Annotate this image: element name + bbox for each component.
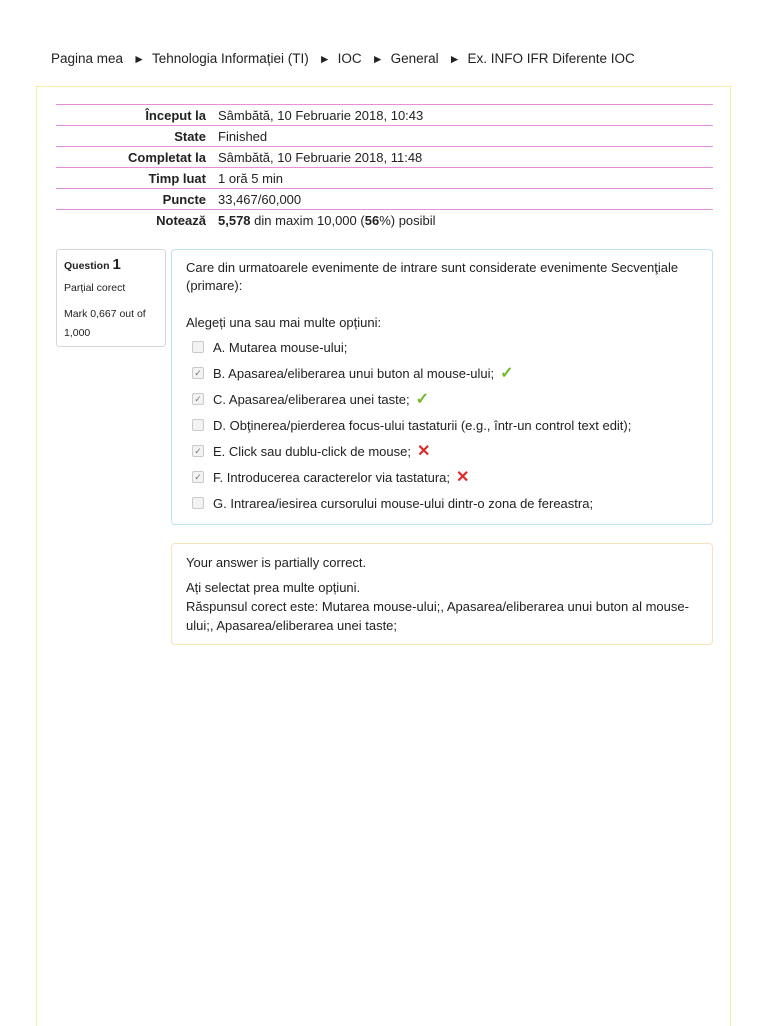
answer-checkbox[interactable] [192, 419, 204, 431]
answer-checkbox[interactable] [192, 497, 204, 509]
grade-value [212, 210, 713, 231]
breadcrumb [51, 51, 635, 66]
breadcrumb-ioc-link[interactable]: IOC [337, 51, 362, 66]
attempt-summary-table [56, 104, 713, 230]
summary-value: Finished [218, 128, 268, 144]
summary-row-grade [56, 210, 713, 231]
question-info-box [56, 249, 166, 347]
summary-row [56, 126, 713, 147]
grade-suffix: %) posibil [379, 212, 436, 228]
summary-value: 33,467/60,000 [218, 191, 302, 207]
breadcrumb-separator-icon: ► [371, 52, 384, 66]
answer-checkbox-checked[interactable]: ✓ [192, 445, 204, 457]
grade-percent: 56 [364, 212, 380, 228]
breadcrumb-separator-icon: ► [448, 52, 461, 66]
answer-label: F. Introducerea caracterelor via tastatura; [213, 469, 451, 485]
breadcrumb-separator-icon: ► [133, 52, 145, 66]
summary-label: Început la [145, 107, 206, 123]
summary-value: Sâmbătă, 10 Februarie 2018, 10:43 [218, 107, 424, 123]
feedback-too-many: Ați selectat prea multe opțiuni. [186, 580, 361, 595]
breadcrumb-course-link[interactable]: Tehnologia Informației (TI) [151, 51, 309, 66]
breadcrumb-quiz-link[interactable]: Ex. INFO IFR Diferente IOC [467, 51, 635, 66]
question-formulation [171, 249, 713, 525]
answer-label: A. Mutarea mouse-ului; [213, 339, 348, 355]
checkmark-icon: ✓ [500, 365, 514, 382]
summary-label: Completat la [127, 149, 206, 165]
answer-label: D. Obţinerea/pierderea focus-ului tastaturii (e.g., într-un control text edit); [213, 417, 632, 433]
summary-value: 1 oră 5 min [218, 170, 284, 186]
answer-label: B. Apasarea/eliberarea unui buton al mouse-ului; [213, 365, 495, 381]
cross-icon: ✕ [416, 443, 431, 460]
feedback-status: Your answer is partially correct. [186, 555, 367, 570]
answer-label: E. Click sau dublu-click de mouse; [213, 443, 411, 459]
answer-option-a [186, 334, 698, 360]
answer-label: C. Apasarea/eliberarea unei taste; [213, 391, 410, 407]
question-mark: Mark 0,667 out of 1,000 [64, 307, 146, 339]
summary-label: Puncte [162, 191, 206, 207]
answer-option-d [186, 412, 698, 438]
answer-option-g [186, 490, 698, 516]
answer-option-e [186, 438, 698, 464]
checkmark-icon: ✓ [415, 391, 429, 408]
summary-label: State [174, 128, 206, 144]
cross-icon: ✕ [456, 469, 470, 486]
answer-option-f [186, 464, 698, 490]
question-number [64, 256, 158, 274]
question-text: Care din urmatoarele evenimente de intrare sunt considerate evenimente Secvenţiale (primare): [186, 260, 679, 293]
summary-row [56, 147, 713, 168]
answer-label: G. Intrarea/iesirea cursorului mouse-ului dintr-o zona de fereastra; [213, 495, 594, 511]
summary-row [56, 168, 713, 189]
answer-feedback [171, 543, 713, 645]
answer-checkbox-checked[interactable]: ✓ [192, 367, 204, 379]
answer-option-c [186, 386, 698, 412]
grade-middle: din maxim 10,000 ( [250, 212, 365, 228]
summary-label: Timp luat [148, 170, 206, 186]
grade-label: Notează [156, 212, 206, 228]
answer-checkbox-checked[interactable]: ✓ [192, 393, 204, 405]
breadcrumb-home-link[interactable]: Pagina mea [51, 51, 124, 66]
summary-row [56, 105, 713, 126]
question-number-value: 1 [112, 256, 121, 273]
feedback-correct-answer: Răspunsul corect este: Mutarea mouse-ului;, Apasarea/eliberarea unui buton al mouse-ului;, Apasarea/eliberarea unei taste; [186, 599, 689, 633]
breadcrumb-general-link[interactable]: General [390, 51, 439, 66]
grade-score: 5,578 [218, 212, 251, 228]
summary-row [56, 189, 713, 210]
question-label: Question [64, 260, 110, 272]
answer-prompt: Alegeți una sau mai multe opțiuni: [186, 315, 382, 330]
summary-value: Sâmbătă, 10 Februarie 2018, 11:48 [218, 149, 423, 165]
answer-checkbox-checked[interactable]: ✓ [192, 471, 204, 483]
breadcrumb-separator-icon: ► [318, 52, 331, 66]
answer-option-b [186, 360, 698, 386]
answer-list [186, 334, 698, 516]
question-state: Parțial corect [64, 282, 126, 294]
answer-checkbox[interactable] [192, 341, 204, 353]
